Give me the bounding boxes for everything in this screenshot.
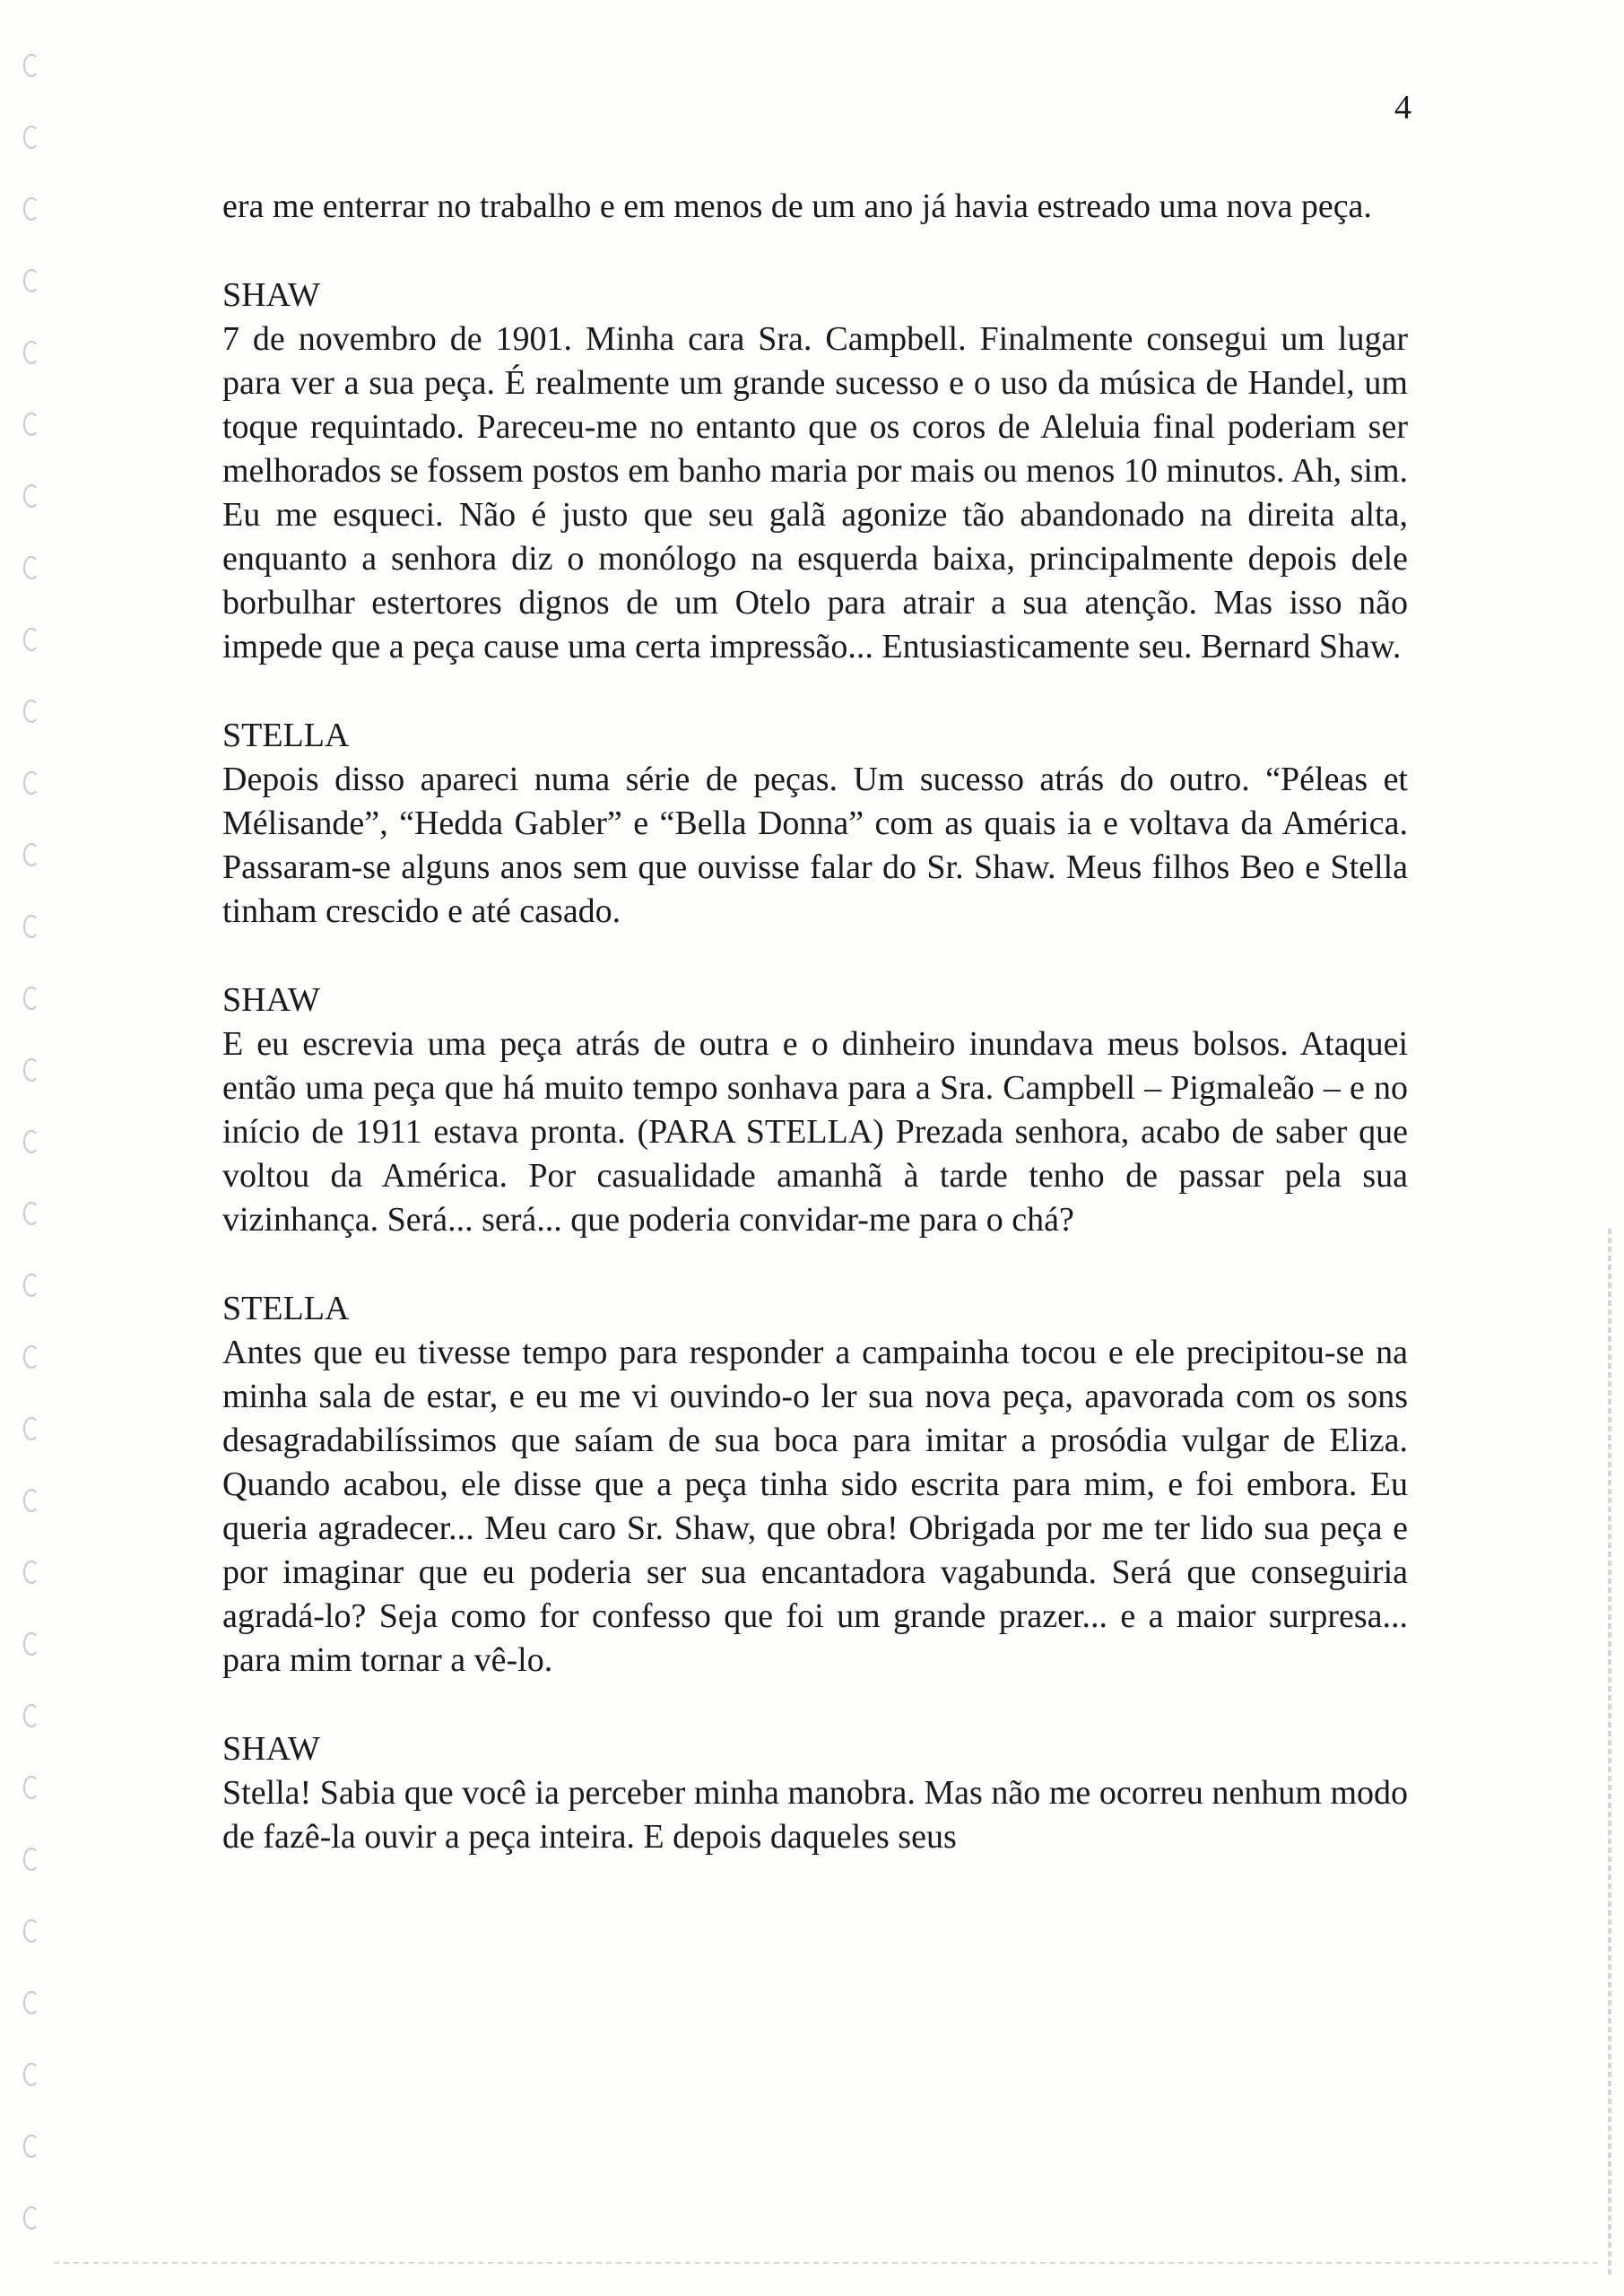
binder-hole-mark	[23, 341, 39, 364]
binder-hole-mark	[23, 1632, 39, 1656]
binder-hole-mark	[23, 2135, 39, 2158]
binder-hole-mark	[23, 1417, 39, 1440]
dialogue-block	[222, 274, 1408, 669]
speech-text: Antes que eu tivesse tempo para responder a campainha tocou e ele precipitou-se na minha sala de estar, e eu me vi ouvindo-o ler sua nova peça, apavorada com os sons desagradabilíssimos que saíam de sua boca para imitar a prosódia vulgar de Eliza. Quando acabou, ele disse que a peça tinha sido escrita para mim, e foi embora. Eu queria agradecer... Meu caro Sr. Shaw, que obra! Obrigada por me ter lido sua peça e por imaginar que eu poderia ser sua encantadora vagabunda. Será que conseguiria agradá-lo? Seja como for confesso que foi um grande prazer... e a maior surpresa... para mim tornar a vê-lo.	[222, 1334, 1408, 1679]
dialogue-block	[222, 1727, 1408, 1859]
binder-hole-mark	[23, 1202, 39, 1225]
binder-hole-mark	[23, 987, 39, 1010]
binder-hole-mark	[23, 628, 39, 651]
binder-hole-mark	[23, 1274, 39, 1297]
binder-hole-mark	[23, 2206, 39, 2230]
binder-hole-mark	[23, 1919, 39, 1943]
binder-hole-mark	[23, 1058, 39, 1082]
binder-hole-mark	[23, 556, 39, 579]
scan-edge-right	[1608, 1229, 1611, 2278]
binder-hole-mark	[23, 700, 39, 723]
speaker-name: STELLA	[222, 1290, 350, 1327]
binder-hole-mark	[23, 197, 39, 221]
binder-hole-mark	[23, 1489, 39, 1512]
binder-hole-mark	[23, 771, 39, 795]
dialogue-block	[222, 978, 1408, 1242]
binder-hole-mark	[23, 1704, 39, 1727]
binder-hole-mark	[23, 484, 39, 508]
binder-hole-mark	[23, 843, 39, 866]
speech-text: E eu escrevia uma peça atrás de outra e o dinheiro inundava meus bolsos. Ataquei então uma peça que há muito tempo sonhava para a Sra. Campbell – Pigmaleão – e no início de 1911 estava pronta. (PARA STELLA) Prezada senhora, acabo de saber que voltou da América. Por casualidade amanhã à tarde tenho de passar pela sua vizinhança. Será... será... que poderia convidar-me para o chá?	[222, 1025, 1408, 1239]
binder-hole-mark	[23, 54, 39, 77]
speech-text: Stella! Sabia que você ia perceber minha manobra. Mas não me ocorreu nenhum modo de fazê-la ouvir a peça inteira. E depois daqueles seus	[222, 1774, 1408, 1856]
binder-hole-mark	[23, 126, 39, 149]
binder-hole-mark	[23, 2063, 39, 2086]
speaker-name: SHAW	[222, 276, 320, 314]
dialogue-block	[222, 1287, 1408, 1683]
binder-hole-mark	[23, 269, 39, 292]
binder-hole-mark	[23, 413, 39, 436]
binder-hole-mark	[23, 915, 39, 938]
speaker-name: SHAW	[222, 981, 320, 1019]
binder-hole-mark	[23, 1991, 39, 2014]
binder-hole-mark	[23, 1130, 39, 1153]
speech-text: 7 de novembro de 1901. Minha cara Sra. Campbell. Finalmente consegui um lugar para ver a sua peça. É realmente um grande sucesso e o uso da música de Handel, um toque requintado. Pareceu-me no entanto que os coros de Aleluia final poderiam ser melhorados se fossem postos em banho maria por mais ou menos 10 minutos. Ah, sim. Eu me esqueci. Não é justo que seu galã agonize tão abandonado na direita alta, enquanto a senhora diz o monólogo na esquerda baixa, principalmente depois dele borbulhar estertores dignos de um Otelo para atrair a sua atenção. Mas isso não impede que a peça cause uma certa impressão... Entusiasticamente seu. Bernard Shaw.	[222, 320, 1408, 665]
binder-hole-mark	[23, 1561, 39, 1584]
binder-holes	[20, 54, 47, 2260]
scan-edge-bottom	[54, 2262, 1597, 2264]
speaker-name: SHAW	[222, 1730, 320, 1768]
speech-text: Depois disso apareci numa série de peças. Um sucesso atrás do outro. “Péleas et Mélisande”, “Hedda Gabler” e “Bella Donna” com as quais ia e voltava da América. Passaram-se alguns anos sem que ouvisse falar do Sr. Shaw. Meus filhos Beo e Stella tinham crescido e até casado.	[222, 761, 1408, 930]
dialogue-block	[222, 714, 1408, 934]
binder-hole-mark	[23, 1776, 39, 1799]
binder-hole-mark	[23, 1848, 39, 1871]
opening-paragraph: era me enterrar no trabalho e em menos de um ano já havia estreado uma nova peça.	[222, 187, 1372, 225]
script-body	[222, 185, 1408, 1859]
page-number: 4	[1394, 89, 1411, 126]
speaker-name: STELLA	[222, 717, 350, 754]
binder-hole-mark	[23, 1345, 39, 1369]
